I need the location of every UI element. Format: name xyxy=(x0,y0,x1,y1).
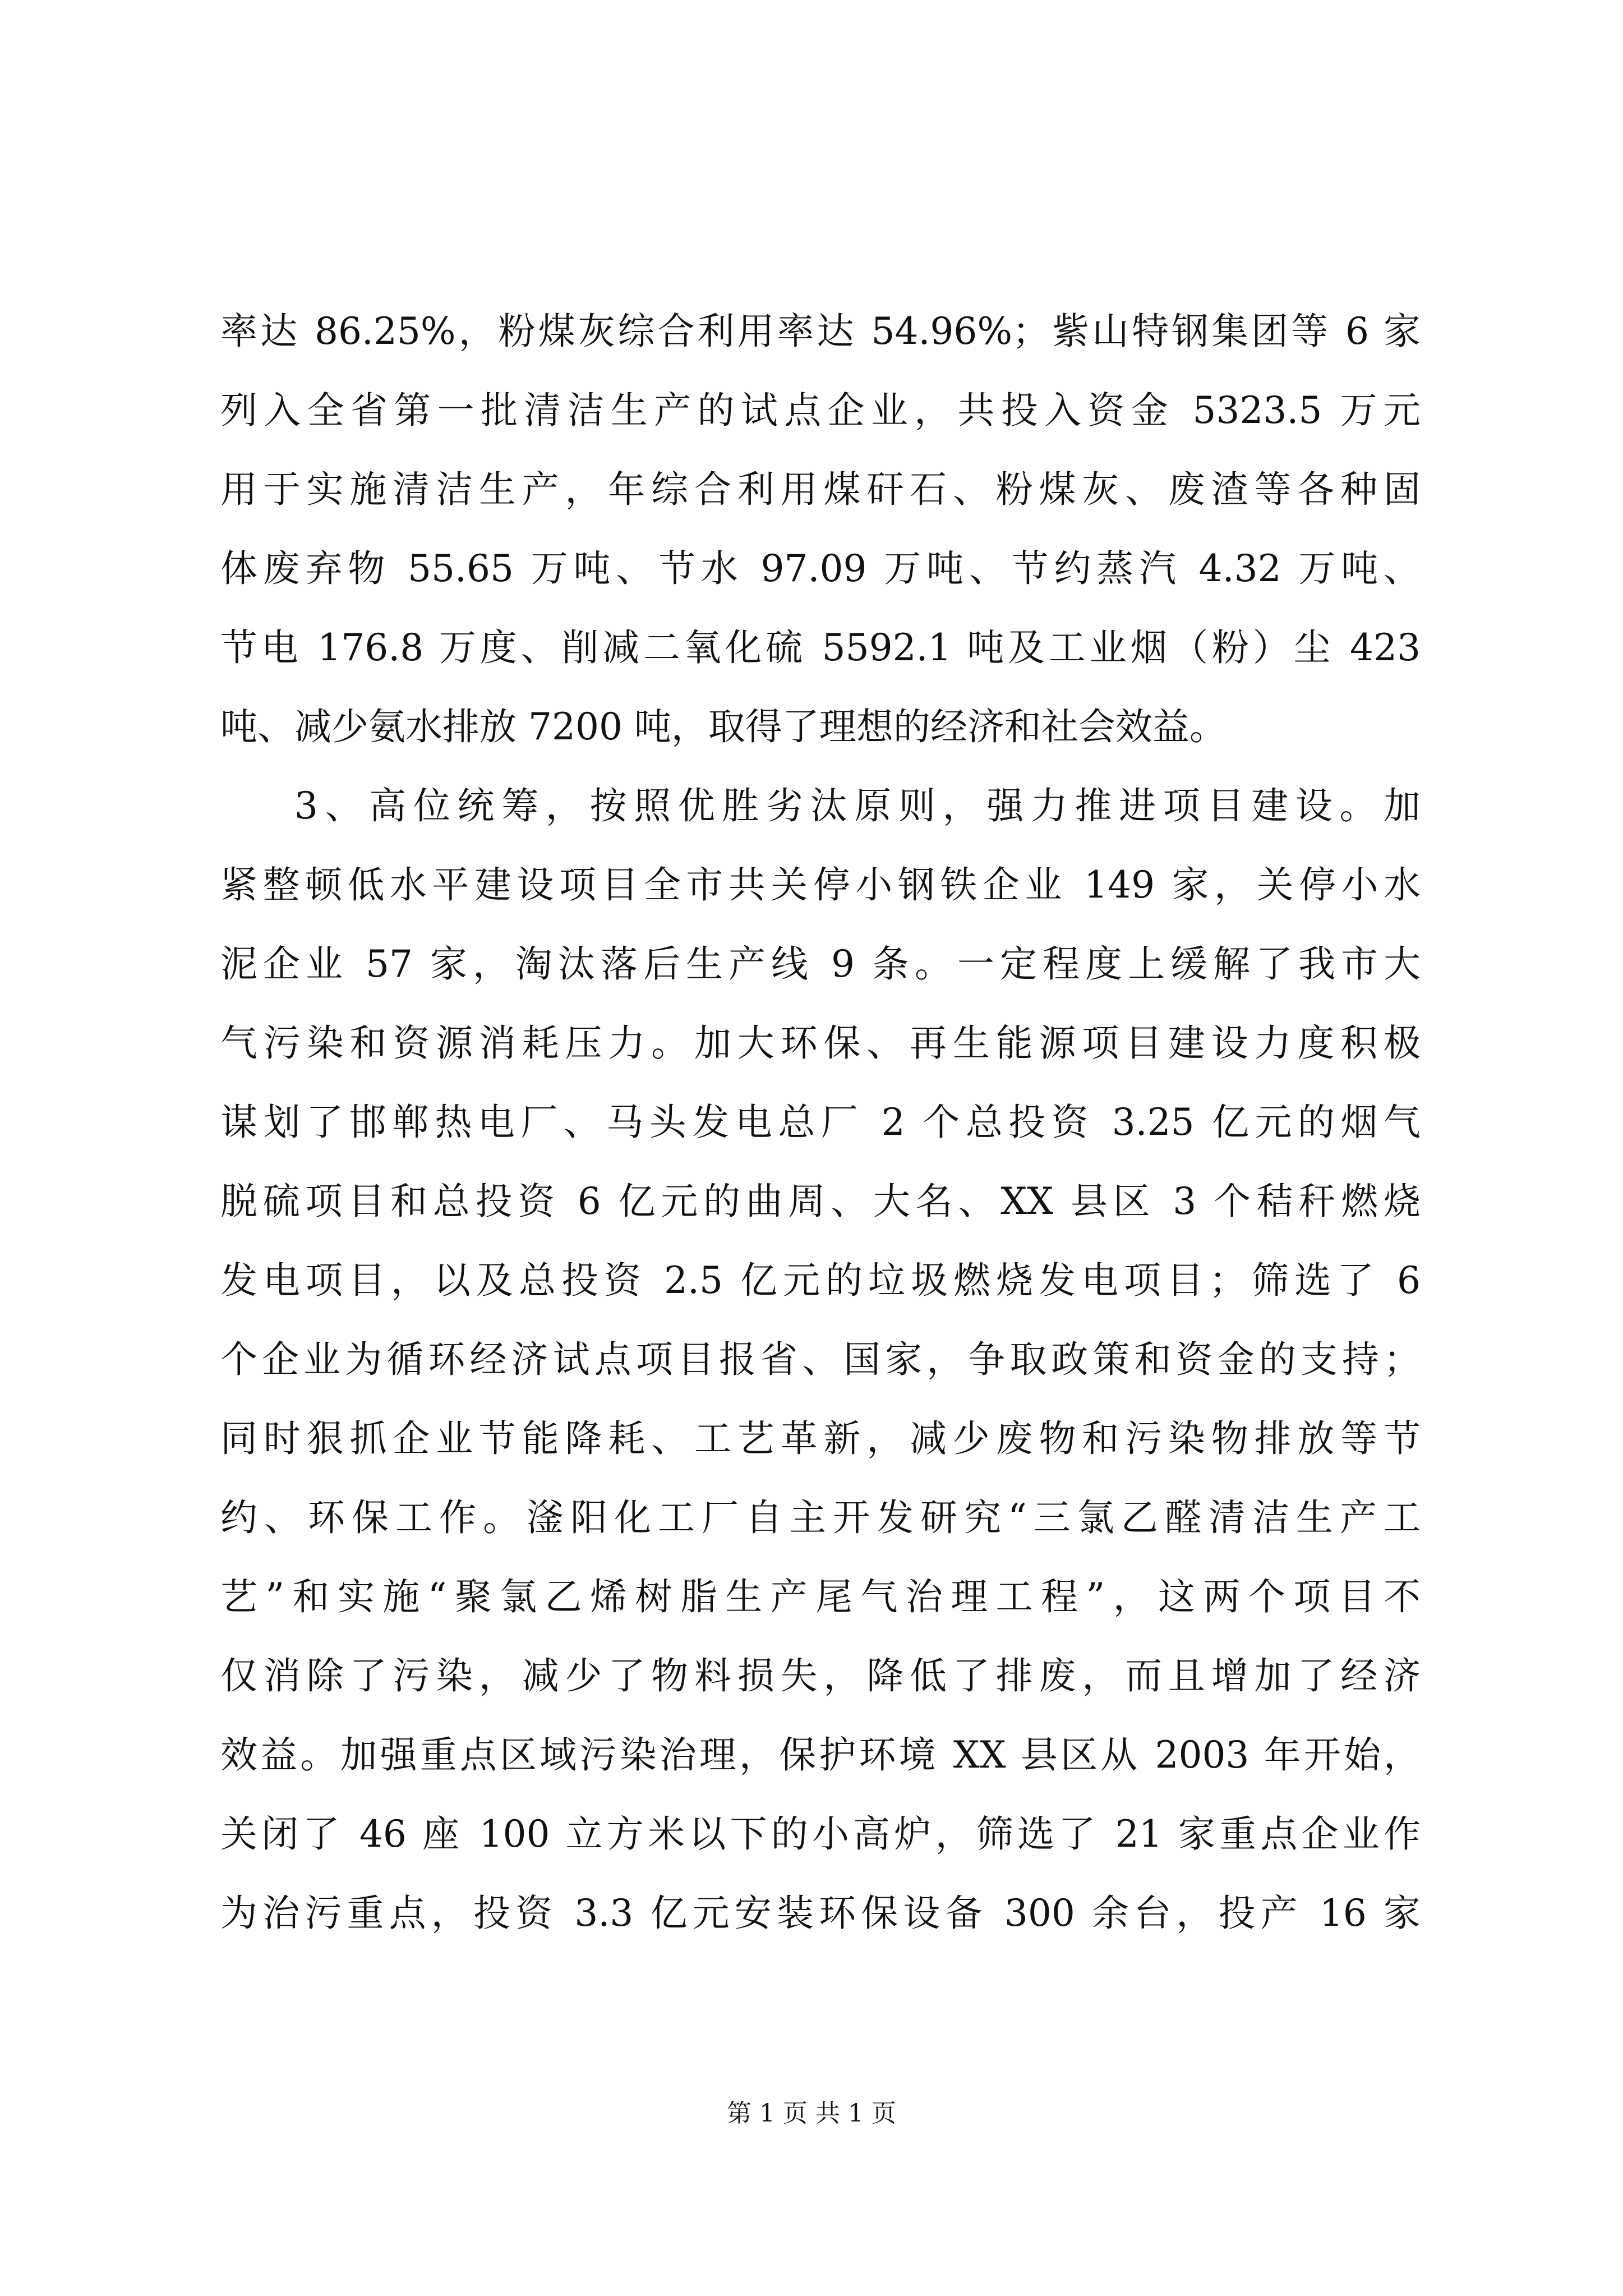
text-line: 泥企业 57 家，淘汰落后生产线 9 条。一定程度上缓解了我市大 xyxy=(220,942,1421,986)
body-text xyxy=(220,292,1421,1953)
text-line: 吨、减少氨水排放 7200 吨，取得了理想的经济和社会效益。 xyxy=(220,705,1227,748)
text-line: 仅消除了污染，减少了物料损失，降低了排废，而且增加了经济 xyxy=(220,1654,1421,1697)
paragraph-start-line: 3、高位统筹，按照优胜劣汰原则，强力推进项目建设。加 xyxy=(294,784,1421,827)
text-line: 气污染和资源消耗压力。加大环保、再生能源项目建设力度积极 xyxy=(220,1022,1421,1065)
text-line: 同时狠抓企业节能降耗、工艺革新，减少废物和污染物排放等节 xyxy=(220,1417,1421,1460)
text-line: 为治污重点，投资 3.3 亿元安装环保设备 300 余台，投产 16 家 xyxy=(220,1892,1421,1935)
text-line: 用于实施清洁生产，年综合利用煤矸石、粉煤灰、废渣等各种固 xyxy=(220,468,1421,511)
text-line: 约、环保工作。滏阳化工厂自主开发研究“三氯乙醛清洁生产工 xyxy=(220,1496,1421,1539)
text-line: 效益。加强重点区域污染治理，保护环境 XX 县区从 2003 年开始， xyxy=(220,1733,1421,1777)
text-line: 艺”和实施“聚氯乙烯树脂生产尾气治理工程”，这两个项目不 xyxy=(220,1575,1421,1618)
text-line: 体废弃物 55.65 万吨、节水 97.09 万吨、节约蒸汽 4.32 万吨、 xyxy=(220,547,1421,590)
text-line: 关闭了 46 座 100 立方米以下的小高炉，筛选了 21 家重点企业作 xyxy=(220,1812,1421,1856)
text-line: 率达 86.25%，粉煤灰综合利用率达 54.96%；紫山特钢集团等 6 家 xyxy=(220,310,1421,353)
text-line: 谋划了邯郸热电厂、马头发电总厂 2 个总投资 3.25 亿元的烟气 xyxy=(220,1101,1421,1144)
text-line: 发电项目，以及总投资 2.5 亿元的垃圾燃烧发电项目；筛选了 6 xyxy=(220,1259,1421,1302)
text-line: 脱硫项目和总投资 6 亿元的曲周、大名、XX 县区 3 个秸秆燃烧 xyxy=(220,1180,1421,1223)
text-line: 个企业为循环经济试点项目报省、国家，争取政策和资金的支持； xyxy=(220,1338,1421,1381)
text-line: 紧整顿低水平建设项目全市共关停小钢铁企业 149 家，关停小水 xyxy=(220,863,1421,907)
text-line: 节电 176.8 万度、削减二氧化硫 5592.1 吨及工业烟（粉）尘 423 xyxy=(220,626,1421,669)
text-line: 列入全省第一批清洁生产的试点企业，共投入资金 5323.5 万元 xyxy=(220,389,1421,432)
page-footer: 第 1 页 共 1 页 xyxy=(727,2099,896,2128)
